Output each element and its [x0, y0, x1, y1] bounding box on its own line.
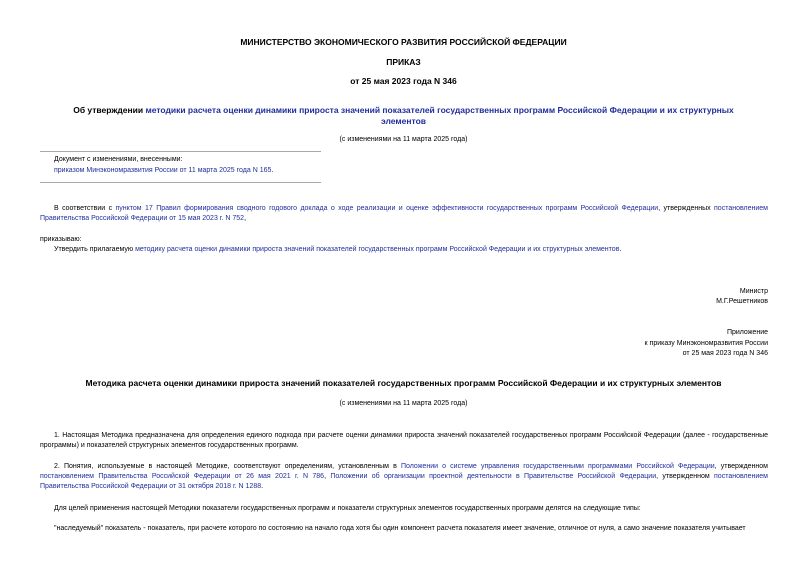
project-activity-regulation-link[interactable]: Положении об организации проектной деятельности в Правительстве Российской Федерации [330, 473, 657, 480]
signature-name: М.Г.Решетников [716, 298, 768, 305]
title-prefix: Об утверждении [73, 105, 146, 115]
approve-text-1: Утвердить прилагаемую [54, 246, 136, 253]
amended-note: (с изменениями на 11 марта 2025 года) [339, 136, 468, 143]
appendix-line-2: к приказу Минэкономразвития России [644, 340, 768, 347]
doc-type-heading: ПРИКАЗ [386, 57, 421, 67]
appendix-line-1: Приложение [726, 329, 768, 336]
methodology-link[interactable]: методику расчета оценки динамики прироста значений показателей государственных программ Российской Федерации и их структурных элементов [135, 246, 620, 253]
amendments-bottom-rule [40, 182, 321, 183]
methodology-title: Методика расчета оценки динамики прироста значений показателей государственных программ Российской Федерации и их структурных элементов [85, 378, 722, 388]
amendments-suffix: . [271, 167, 274, 174]
p2-text-5: . [261, 483, 264, 490]
title-methodology-link[interactable]: методики расчета оценки динамики прироста значений показателей государственных программ Российской Федерации и их структурных [145, 105, 734, 115]
p2-text-1: 2. Понятия, используемые в настоящей Методике, соответствуют определениям, установленным в [54, 463, 401, 470]
document-title [40, 105, 767, 127]
p2-text-3: , [324, 473, 331, 480]
order-word: приказываю: [40, 236, 82, 243]
paragraph-1: 1. Настоящая Методика предназначена для определения единого подхода при расчете оценки динамики прироста значений показателей государственных программ Российской Федерации (далее - государственные программы) и показателей структурных элементов государственных программ. [40, 432, 768, 449]
amendments-label: Документ с изменениями, внесенными: [54, 156, 183, 163]
resolution-752-link[interactable]: Правительства Российской Федерации от 15 мая 2023 г. N 752 [40, 215, 245, 222]
p2-text-2: , утвержденном [714, 463, 768, 470]
preamble-text-2: , утвержденных [658, 205, 715, 212]
ministry-heading: МИНИСТЕРСТВО ЭКОНОМИЧЕСКОГО РАЗВИТИЯ РОССИЙСКОЙ ФЕДЕРАЦИИ [240, 37, 567, 47]
approve-text-2: . [619, 246, 622, 253]
amending-order-link[interactable]: приказом Минэкономразвития России от 11 марта 2025 года N 165 [54, 167, 272, 174]
paragraph-4: "наследуемый" показатель - показатель, при расчете которого по состоянию на начало года хотя бы один компонент расчета показателя имеет значение, отличное от нуля, а само значение показателя учитывает [54, 525, 746, 532]
paragraph-2 [40, 462, 768, 492]
resolution-752-link-start[interactable]: постановлением [714, 205, 768, 212]
preamble-text-1: В соответствии с [54, 205, 116, 212]
resolution-1288-link[interactable]: постановлением Правительства Российской Федерации от 31 октября 2018 г. N 1288 [40, 473, 768, 490]
approve-paragraph [54, 245, 768, 255]
p2-text-4: , утвержденном [656, 473, 715, 480]
rules-point-17-link[interactable]: пунктом 17 Правил формирования сводного годового доклада о ходе реализации и оценке эффективности государственных программ Российской Федерации [115, 205, 659, 212]
preamble-text-3: , [244, 215, 247, 222]
title-methodology-link-cont[interactable]: элементов [380, 116, 426, 126]
amendments-top-rule [40, 151, 321, 152]
methodology-amended-note: (с изменениями на 11 марта 2025 года) [339, 400, 468, 407]
preamble-paragraph [40, 204, 768, 224]
doc-date-heading: от 25 мая 2023 года N 346 [350, 76, 457, 86]
resolution-786-link[interactable]: постановлением Правительства Российской Федерации от 26 мая 2021 г. N 786 [40, 473, 325, 480]
program-management-regulation-link[interactable]: Положении о системе управления государственными программами Российской Федерации [401, 463, 715, 470]
paragraph-3: Для целей применения настоящей Методики показатели государственных программ и показатели структурных элементов государственных программ делятся на следующие типы: [54, 505, 641, 512]
signature-position: Министр [739, 288, 768, 295]
amendments-item [54, 166, 273, 176]
appendix-line-3: от 25 мая 2023 года N 346 [682, 350, 768, 357]
